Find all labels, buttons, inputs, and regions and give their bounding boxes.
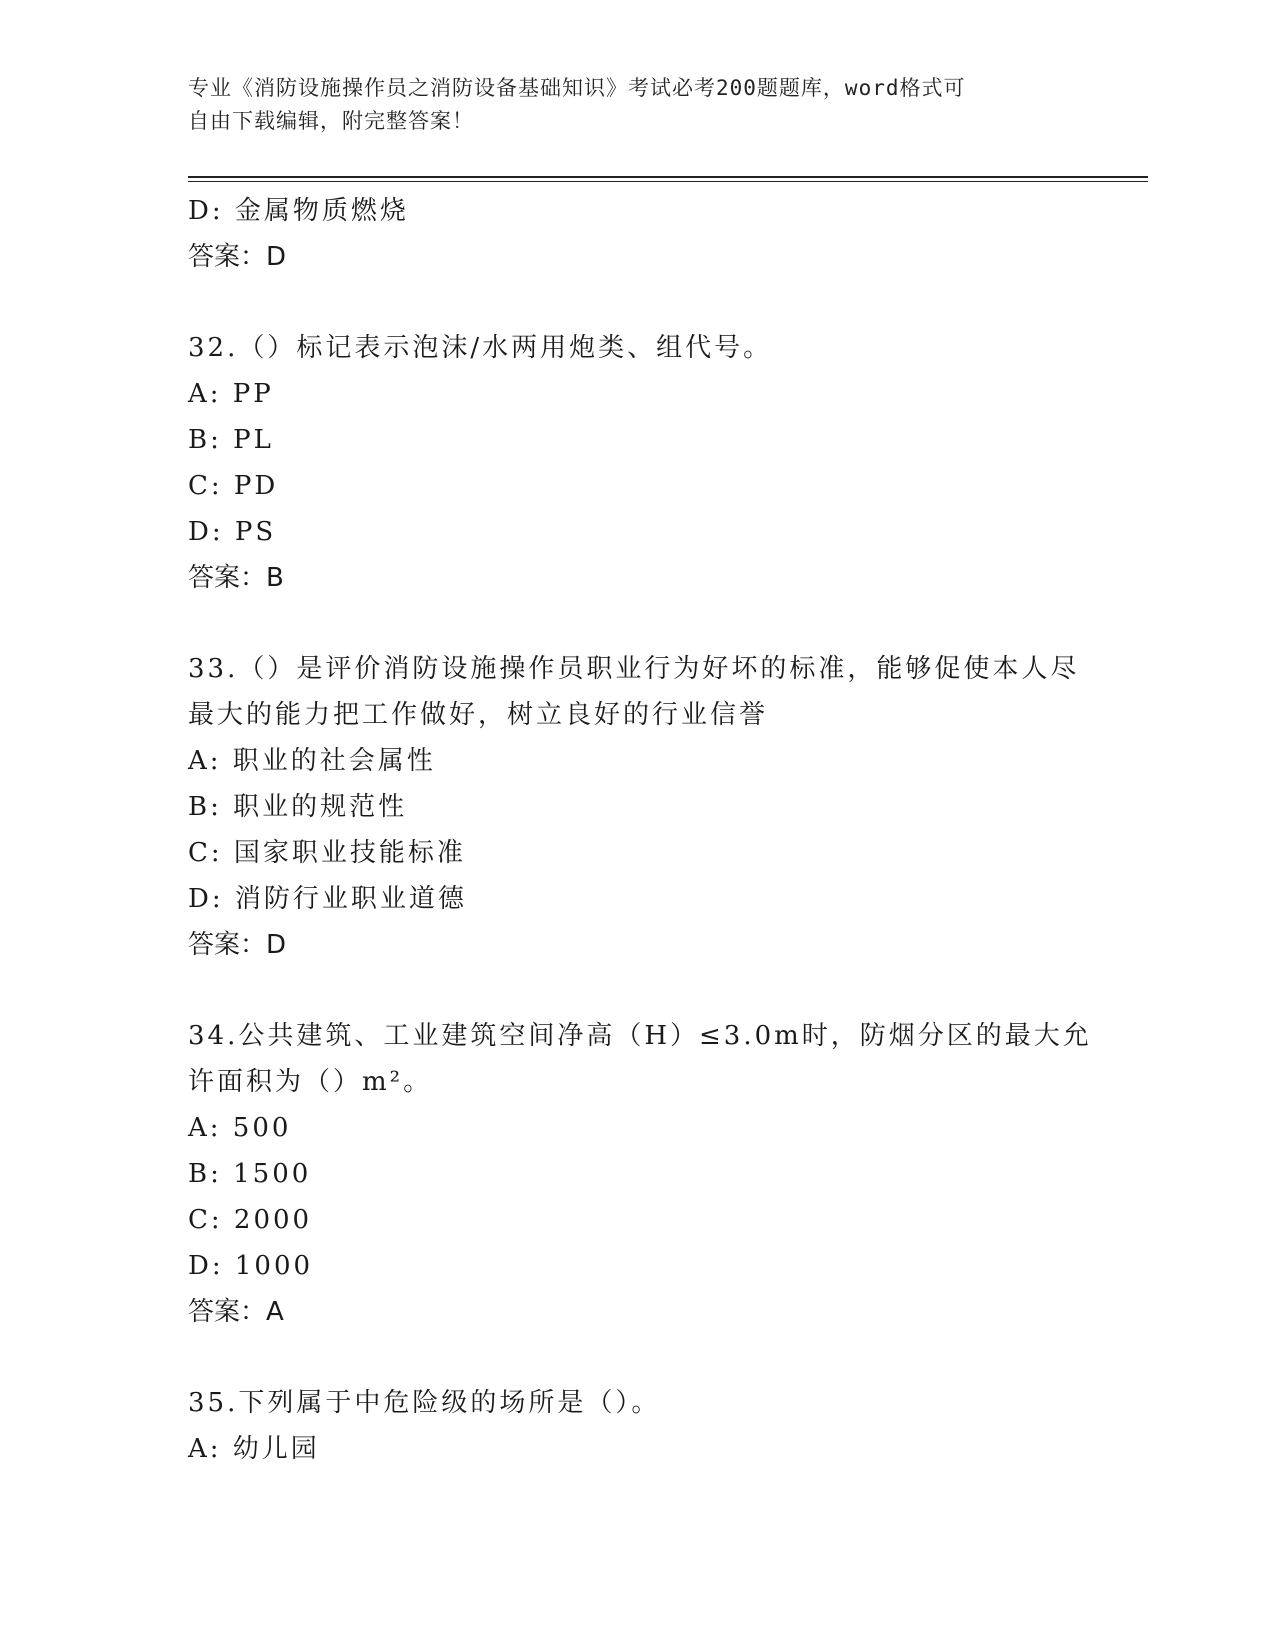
option-a: A: 职业的社会属性	[188, 746, 436, 776]
question-35	[188, 1380, 1088, 1472]
header-divider	[188, 176, 1148, 182]
question-33	[188, 646, 1088, 968]
option-b: B: PL	[188, 425, 274, 455]
question-stem: 34.公共建筑、工业建筑空间净高（H）≤3.0m时，防烟分区的最大允	[188, 1021, 1092, 1051]
question-stem: 35.下列属于中危险级的场所是（）。	[188, 1388, 661, 1418]
question-list	[188, 188, 1092, 1472]
question-stem: 33.（）是评价消防设施操作员职业行为好坏的标准，能够促使本人尽	[188, 654, 1080, 684]
answer-line: 答案：A	[188, 1297, 284, 1327]
page-header	[188, 72, 1068, 138]
question-34	[188, 1013, 1092, 1335]
option-a: A: 幼儿园	[188, 1434, 320, 1464]
header-line-2: 自由下载编辑，附完整答案！	[188, 109, 474, 133]
header-line-1: 专业《消防设施操作员之消防设备基础知识》考试必考200题题库，word格式可	[188, 76, 966, 100]
previous-question-tail	[188, 188, 1088, 280]
option-d: D: 1000	[188, 1251, 314, 1281]
option-c: C: 国家职业技能标准	[188, 838, 466, 868]
answer-line: 答案：B	[188, 563, 284, 593]
question-stem: 32.（）标记表示泡沫/水两用炮类、组代号。	[188, 333, 773, 363]
option-c: C: 2000	[188, 1205, 313, 1235]
question-stem-continued: 许面积为（）m²。	[188, 1067, 433, 1097]
option-a: A: PP	[188, 379, 274, 409]
option-d: D: 金属物质燃烧	[188, 196, 409, 226]
option-a: A: 500	[188, 1113, 292, 1143]
option-c: C: PD	[188, 471, 279, 501]
option-d: D: 消防行业职业道德	[188, 884, 467, 914]
option-d: D: PS	[188, 517, 277, 547]
option-b: B: 1500	[188, 1159, 312, 1189]
answer-line: 答案：D	[188, 242, 287, 272]
question-stem-continued: 最大的能力把工作做好，树立良好的行业信誉	[188, 700, 769, 730]
option-b: B: 职业的规范性	[188, 792, 408, 822]
question-32	[188, 325, 1088, 601]
answer-line: 答案：D	[188, 930, 287, 960]
